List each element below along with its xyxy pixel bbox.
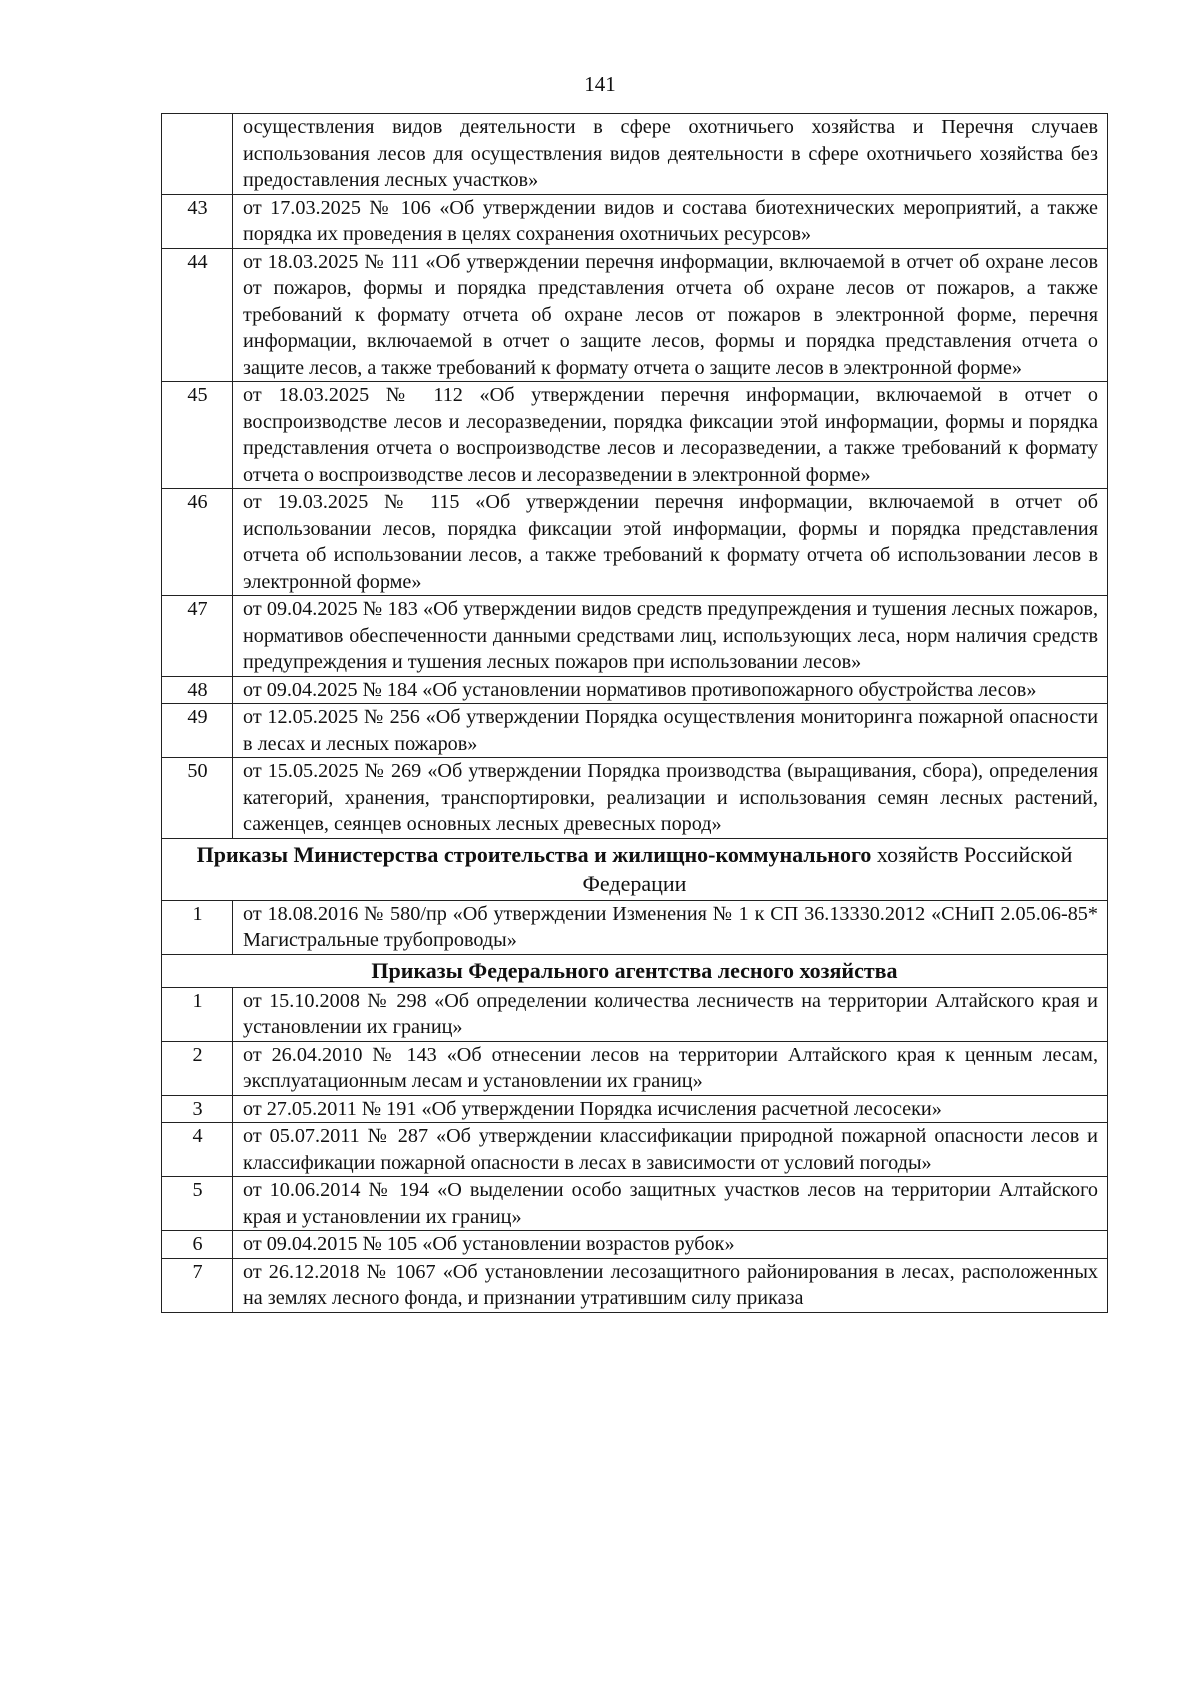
row-number: 2 xyxy=(162,1041,233,1095)
table-row xyxy=(162,1258,1108,1312)
page-number: 141 xyxy=(584,72,616,96)
table-row xyxy=(162,704,1108,758)
table-row xyxy=(162,1123,1108,1177)
row-text: от 10.06.2014 № 194 «О выделении особо защитных участков лесов на территории Алтайского края и установлении их границ» xyxy=(233,1177,1108,1231)
row-text: от 09.04.2025 № 184 «Об установлении нормативов противопожарного обустройства лесов» xyxy=(233,676,1108,704)
row-text: от 12.05.2025 № 256 «Об утверждении Порядка осуществления мониторинга пожарной опасности в лесах и лесных пожаров» xyxy=(233,704,1108,758)
row-number: 4 xyxy=(162,1123,233,1177)
row-text: от 18.03.2025 № 111 «Об утверждении перечня информации, включаемой в отчет об охране лесов от пожаров, формы и порядка представления отчета об охране лесов от пожаров, а также требований к формату отчета об охране лесов от пожаров в электронной форме, перечня информации, включаемой в отчет о защите лесов, формы и порядка представления отчета о защите лесов, а также требований к формату отчета о защите лесов в электронной форме» xyxy=(233,248,1108,382)
row-number: 47 xyxy=(162,596,233,677)
table-row xyxy=(162,1177,1108,1231)
row-number: 3 xyxy=(162,1095,233,1123)
document-table xyxy=(161,113,1108,1313)
row-number: 43 xyxy=(162,194,233,248)
row-text: от 19.03.2025 № 115 «Об утверждении перечня информации, включаемой в отчет об использовании лесов, порядка фиксации этой информации, формы и порядка представления отчета об использовании лесов, а также требований к формату отчета об использовании лесов в электронной форме» xyxy=(233,489,1108,596)
row-text: от 15.10.2008 № 298 «Об определении количества лесничеств на территории Алтайского края и установлении их границ» xyxy=(233,987,1108,1041)
section-heading-normal-text: хозяйств Российской Федерации xyxy=(582,841,1073,896)
table-row xyxy=(162,1041,1108,1095)
row-text: от 26.04.2010 № 143 «Об отнесении лесов на территории Алтайского края к ценным лесам, эксплуатационным лесам и установлении их границ» xyxy=(233,1041,1108,1095)
table-row xyxy=(162,758,1108,839)
table-row xyxy=(162,676,1108,704)
section-heading-bold-text: Приказы Министерства строительства и жилищно-коммунального xyxy=(196,841,872,867)
row-number: 5 xyxy=(162,1177,233,1231)
section-heading-row xyxy=(162,838,1108,900)
row-text: от 27.05.2011 № 191 «Об утверждении Порядка исчисления расчетной лесосеки» xyxy=(233,1095,1108,1123)
row-number: 6 xyxy=(162,1231,233,1259)
row-number: 1 xyxy=(162,900,233,954)
table-row xyxy=(162,1231,1108,1259)
table-row xyxy=(162,1095,1108,1123)
table-row xyxy=(162,114,1108,195)
section-heading-bold-text: Приказы Федерального агентства лесного хозяйства xyxy=(371,957,898,983)
row-text: осуществления видов деятельности в сфере охотничьего хозяйства и Перечня случаев использования лесов для осуществления видов деятельности в сфере охотничьего хозяйства без предоставления лесных участков» xyxy=(233,114,1108,195)
table-row xyxy=(162,382,1108,489)
row-text: от 15.05.2025 № 269 «Об утверждении Порядка производства (выращивания, сбора), определения категорий, хранения, транспортировки, реализации и использования семян лесных растений, саженцев, сеянцев основных лесных древесных пород» xyxy=(233,758,1108,839)
table-row xyxy=(162,489,1108,596)
row-text: от 18.03.2025 № 112 «Об утверждении перечня информации, включаемой в отчет о воспроизводстве лесов и лесоразведении, порядка фиксации этой информации, формы и порядка представления отчета о воспроизводстве лесов и лесоразведении, а также требований к формату отчета о воспроизводстве лесов и лесоразведении в электронной форме» xyxy=(233,382,1108,489)
row-text: от 17.03.2025 № 106 «Об утверждении видов и состава биотехнических мероприятий, а также порядка их проведения в целях сохранения охотничьих ресурсов» xyxy=(233,194,1108,248)
row-number: 50 xyxy=(162,758,233,839)
row-number: 46 xyxy=(162,489,233,596)
row-number: 7 xyxy=(162,1258,233,1312)
row-number: 49 xyxy=(162,704,233,758)
row-number: 1 xyxy=(162,987,233,1041)
section-heading-row xyxy=(162,954,1108,987)
row-text: от 09.04.2025 № 183 «Об утверждении видов средств предупреждения и тушения лесных пожаров, нормативов обеспеченности данными средствами лиц, использующих леса, норм наличия средств предупреждения и тушения лесных пожаров при использовании лесов» xyxy=(233,596,1108,677)
table-row xyxy=(162,596,1108,677)
row-number xyxy=(162,114,233,195)
table-row xyxy=(162,987,1108,1041)
row-text: от 05.07.2011 № 287 «Об утверждении классификации природной пожарной опасности лесов и классификации пожарной опасности в лесах в зависимости от условий погоды» xyxy=(233,1123,1108,1177)
row-text: от 18.08.2016 № 580/пр «Об утверждении Изменения № 1 к СП 36.13330.2012 «СНиП 2.05.06-85* Магистральные трубопроводы» xyxy=(233,900,1108,954)
table-row xyxy=(162,248,1108,382)
row-text: от 09.04.2015 № 105 «Об установлении возрастов рубок» xyxy=(233,1231,1108,1259)
row-number: 44 xyxy=(162,248,233,382)
row-text: от 26.12.2018 № 1067 «Об установлении лесозащитного районирования в лесах, расположенных на землях лесного фонда, и признании утратившим силу приказа xyxy=(233,1258,1108,1312)
table-row xyxy=(162,194,1108,248)
table-row xyxy=(162,900,1108,954)
row-number: 45 xyxy=(162,382,233,489)
section-heading xyxy=(162,838,1108,900)
row-number: 48 xyxy=(162,676,233,704)
section-heading xyxy=(162,954,1108,987)
document-table-body xyxy=(162,114,1108,1313)
